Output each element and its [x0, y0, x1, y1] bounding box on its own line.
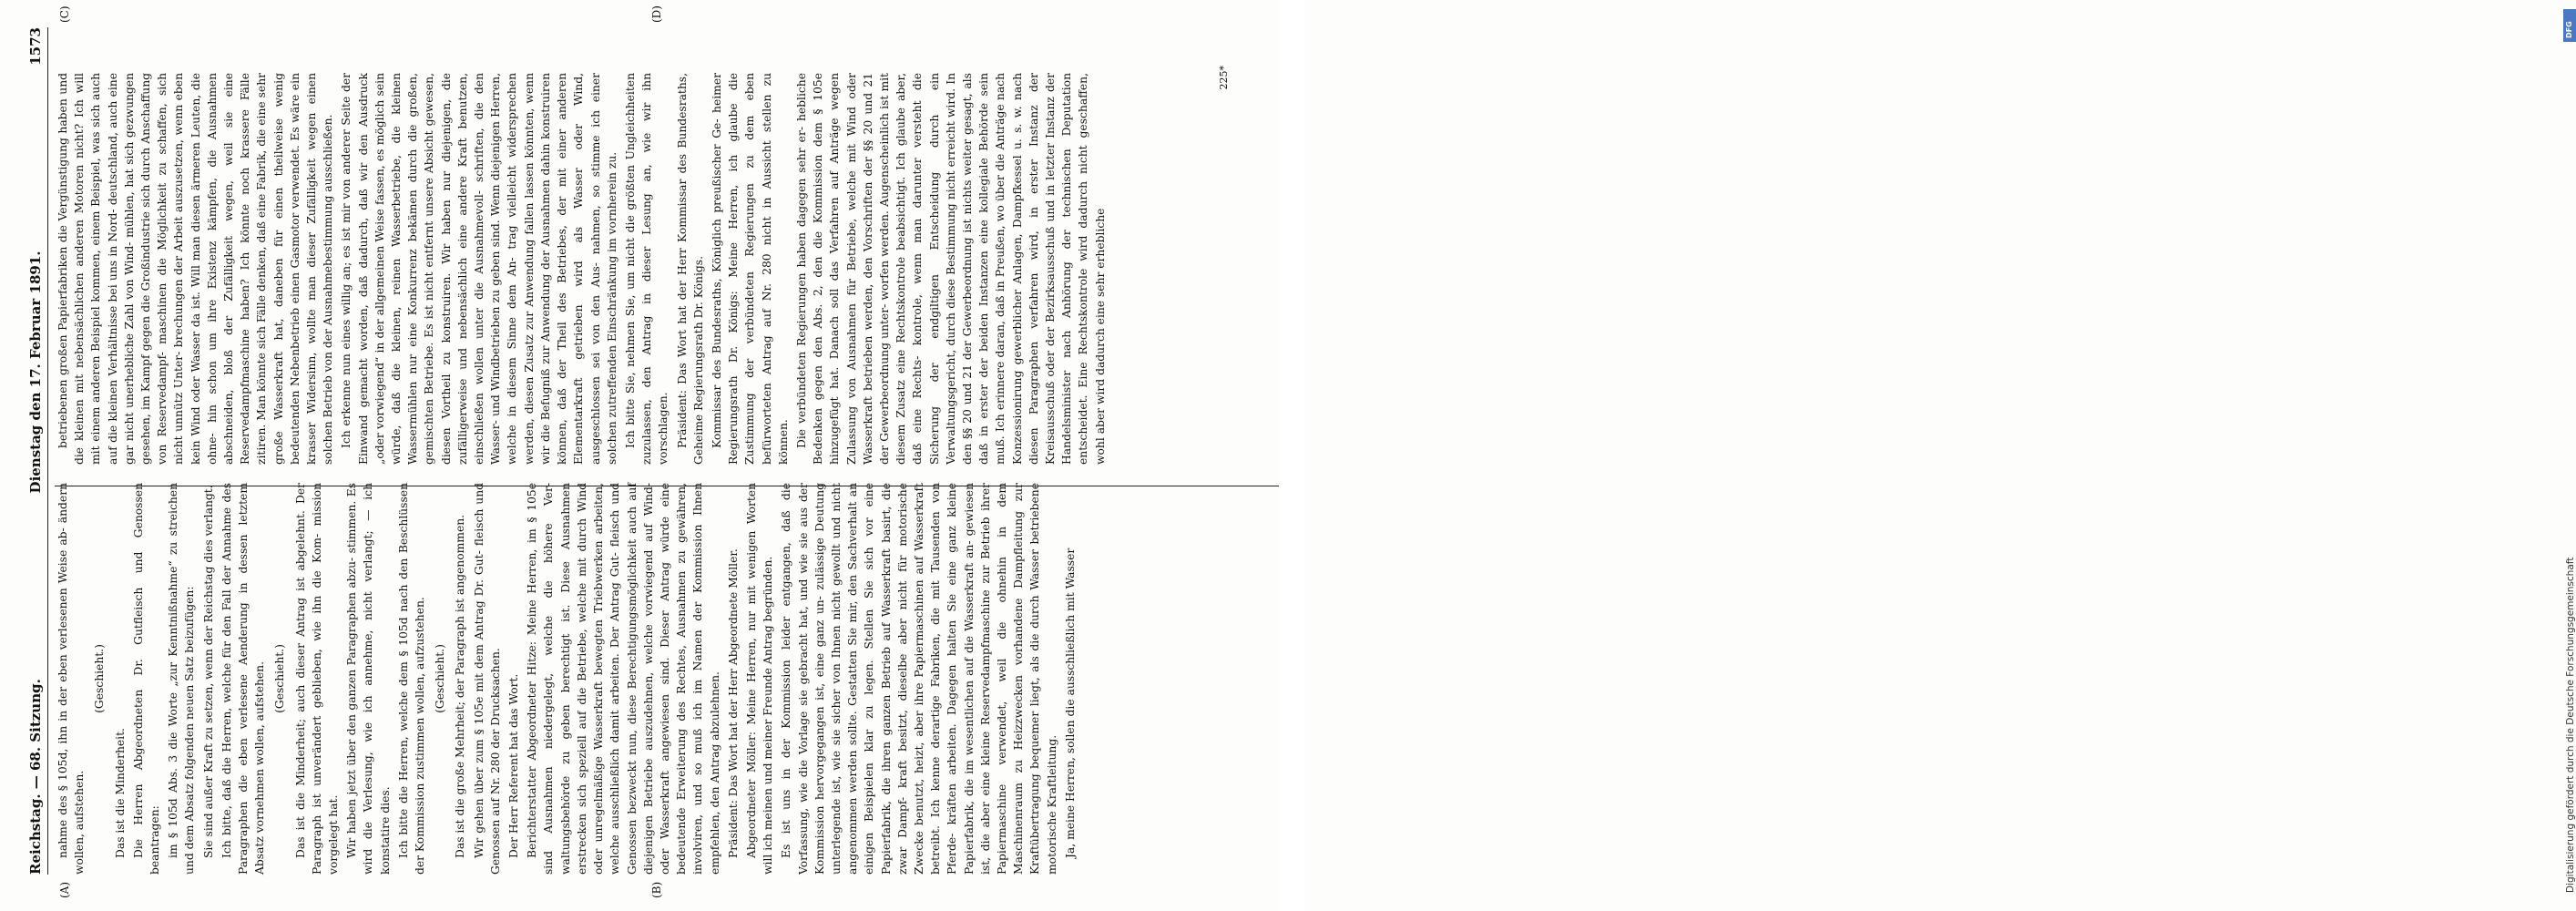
right-column-paragraph: Ich bitte Sie, nehmen Sie, um nicht die größten Ungleichheiten zuzulassen, den Antrag in dieser Lesung an, wie wir ihn vorschlagen. — [623, 73, 670, 465]
left-column-paragraph: (Geschieht.) — [273, 644, 287, 713]
left-column-paragraph: Der Herr Referent hat das Wort. — [507, 673, 521, 858]
dfg-watermark-text: Digitalisierung gefördert durch die Deutsche Forschungsgemeinschaft — [2565, 557, 2576, 893]
left-column-paragraph: Ja, meine Herren, sollen die ausschließlich mit Wasser — [1063, 548, 1077, 858]
margin-marker-d: (D) — [650, 5, 663, 23]
left-column-paragraph: Präsident: Das Wort hat der Herr Abgeordnete Möller. — [726, 548, 740, 858]
dfg-logo: DFG — [2563, 9, 2576, 42]
right-column-paragraph: Ich erkenne nun eines willig an; es ist mir von anderer Seite der Einwand gemacht worden, daß dadurch, daß wir den Ausdruck „oder vorwiegend“ in der allgemeinen Weise fassen, es möglich sein würde, daß die kleinen, reinen Wasserbetriebe, die kleinen Wassermühlen nur eine Konkurrenz bekämen durch die großen, gemischten Betriebe. Es ist nicht entfernt unsere Absicht gewesen, diesen Vortheil zu konstruiren. Wir haben nur diejenigen, die zufälligerweise und nebensächlich eine andere Kraft benutzen, einschließen wollen unter die Ausnahmevoll- schriften, die den Wasser- und Windbetrieben zu geben sind. Wenn diejenigen Herren, welche in diesem Sinne dem An- trag vielleicht widersprechen werden, diesen Zusatz zur Anwendung fallen lassen könnten, wenn wir die Befugniß zur Anwendung der Ausnahmen dahin konstruiren können, daß der Theil des Betriebes, der mit einer anderen Elementarkraft getrieben wird als Wasser oder Wind, ausgeschlossen sei von den Aus- nahmen, so stimme ich einer solchen zutreffenden Einschränkung im vornherein zu. — [340, 73, 618, 465]
right-column-paragraph: Kommissar des Bundesraths, Königlich preußischer Ge- heimer Regierungsrath Dr. Königs: Meine Herren, ich glaube die Zustimmung der verbündeten Regierungen zu dem eben befürworteten Antrag auf Nr. 280 nicht in Aussicht stellen zu können. — [710, 73, 790, 465]
left-column-paragraph: Wir haben jetzt über den ganzen Paragraphen abzu- stimmen. Es wird die Verlesung, wie ich annehme, nicht verlangt; — ich konstatire dies. — [345, 483, 392, 875]
left-column-paragraph: (Geschieht.) — [93, 644, 107, 713]
left-column-paragraph: (Geschieht.) — [434, 644, 447, 713]
left-column-paragraph: nahme des § 105d, ihn in der eben verlesenen Weise ab- ändern wollen, aufstehen. — [56, 483, 87, 875]
margin-marker-a: (A) — [58, 881, 71, 898]
left-column-paragraph: Es ist uns in der Kommission leider entgangen, daß die Vorfassung, wie die Vorlage sie gebracht hat, und wie sie aus der Kommission hervorgegangen ist, eine ganz un- zulässige Deutung unterlegende ist, wie sie sicher von Ihnen nicht gewollt und nicht angenommen werden sollte. Gestatten Sie mir, den Sachverhalt an einigen Beispielen klar zu legen. Stellen Sie sich vor eine Papierfabrik, die ihren ganzen Betrieb auf Wasserkraft basirt, die zwar Dampf- kraft besitzt, dieselbe aber nicht für motorische Zwecke benutzt, heizt, aber ihre Papiermaschinen auf Wasserkraft betreibt. Ich kenne derartige Fabriken, die mit Tausenden von Pferde- kräften arbeiten. Dagegen halten Sie eine ganz kleine Papierfabrik, die im wesentlichen auf die Wasserkraft an- gewiesen ist, die aber eine kleine Reservedampfmaschine zur Betrieb ihrer Papiermaschine verwendet, weil die ohnehin in dem Maschinenraum zu Heizzwecken vorhandene Dampfleitung zur Kraftübertragung bequemer liegt, als die durch Wasser betriebene motorische Kraftleitung. — [780, 483, 1058, 875]
left-column-paragraph: Sie sind außer Kraft zu setzen, wenn der Reichstag dies verlangt. — [201, 485, 215, 858]
left-column-paragraph: im § 105d Abs. 3 die Worte „zur Kenntnißnahme“ zu streichen und dem Absatz folgenden neuen Satz beizufügen: — [167, 483, 197, 875]
header-left: Reichstag. — 68. Sitzung. — [27, 679, 44, 875]
left-column-paragraph: Ich bitte, daß die Herren, welche für den Fall der Annahme des Paragraphen die eben verlesene Aenderung in dessen letztem Absatz vornehmen wollen, aufstehen. — [220, 483, 267, 875]
left-column-paragraph: Wir gehen über zum § 105e mit dem Antrag Dr. Gut- fleisch und Genossen auf Nr. 280 der Drucksachen. — [472, 483, 502, 875]
header-rule — [47, 27, 48, 875]
signature-mark: 225* — [1218, 66, 1230, 90]
dfg-strip — [1279, 0, 2576, 911]
left-column — [55, 483, 1080, 875]
right-column-paragraph: Präsident: Das Wort hat der Herr Kommissar des Bundesraths, Geheime Regierungsrath Dr. Königs. — [675, 73, 705, 465]
left-column-paragraph: Ich bitte die Herren, welche dem § 105d nach den Beschlüssen der Kommission zustimmen wollen, aufzustehen. — [396, 483, 427, 875]
page-number: 1573 — [27, 27, 44, 66]
left-column-paragraph: Abgeordneter Möller: Meine Herren, nur mit wenigen Worten will ich meinen und meiner Freunde Antrag begründen. — [744, 483, 775, 875]
left-column-paragraph: Das ist die große Mehrheit; der Paragraph ist angenommen. — [454, 514, 467, 858]
header-date: Dienstag den 17. Februar 1891. — [27, 251, 44, 494]
left-column-paragraph: Die Herren Abgeordneten Dr. Gutfleisch und Genossen beantragen: — [131, 483, 162, 875]
right-column — [55, 73, 1110, 465]
margin-marker-b: (B) — [650, 881, 663, 898]
right-column-paragraph: betriebenen großen Papierfabriken die Vergünstigung haben und die kleinen mit nebensächlichen anderen Motoren nicht? Ich will mit einem anderen Beispiel kommen, einem Beispiel, was sich auch auf die kleinen Verhältnisse bei uns in Nord- deutschland, auch eine gar nicht unerhebliche Zahl von Wind- mühlen, hat sich gezwungen gesehen, im Kampf gegen die Großindustrie sich durch Anschaffung von Reservedampf- maschinen die Möglichkeit zu schaffen, sich nicht unnütz Unter- brechungen der Arbeit auszusetzen, wenn eben kein Wind oder Wasser da ist. Will man diesen ärmeren Leuten, die ohne- hin schon um ihre Existenz kämpfen, die Ausnahmen abschneiden, bloß der Zufälligkeit wegen, weil sie eine Reservedampfmaschine haben? Ich könnte noch krassere Fälle zitiren. Man könnte sich Fälle denken, daß eine Fabrik, die eine sehr große Wasserkraft hat, daneben für einen theilweise wenig bedeutenden Nebenbetrieb einen Gasmotor verwendet. Es wäre ein krasser Widersinn, wollte man dieser Zufälligkeit wegen einen solchen Betrieb von der Ausnahmebestimmung ausschließen. — [56, 73, 335, 465]
right-column-paragraph: Die verbündeten Regierungen haben dagegen sehr er- hebliche Bedenken gegen den Abs. 2, den die Kommission dem § 105e hinzugefügt hat. Danach soll das Verfahren auf Anträge wegen Zulassung von Ausnahmen für Betriebe, welche mit Wind oder Wasserkraft betrieben werden, den Vorschriften der §§ 20 und 21 der Gewerbeordnung unter- worfen werden. Augenscheinlich ist mit diesem Zusatz eine Rechtskontrole beabsichtigt. Ich glaube aber, daß eine Rechts- kontrole, wenn man darunter versteht die Sicherung der endgiltigen Entscheidung durch ein Verwaltungsgericht, durch diese Bestimmung nicht erreicht wird. In den §§ 20 und 21 der Gewerbeordnung ist nichts weiter gesagt, als daß in erster der beiden Instanzen eine kollegiale Behörde sein muß. Ich erinnere daran, daß in Preußen, wo über die Anträge nach Konzessionirung gewerblicher Anlagen, Dampfkessel u. s. w. nach diesen Paragraphen verfahren wird, in erster Instanz der Kreisausschuß oder der Bezirksausschuß und in letzter Instanz der Handelsminister nach Anhörung der technischen Deputation entscheidet. Eine Rechtskontrole wird dadurch nicht geschaffen, wohl aber wird dadurch eine sehr erhebliche — [794, 73, 1107, 465]
left-column-paragraph: Berichterstatter Abgeordneter Hitze: Meine Herren, im § 105e sind Ausnahmen niedergelegt, welche die höhere Ver- waltungsbehörde zu geben berechtigt ist. Diese Ausnahmen erstrecken sich speziell auf die Betriebe, welche mit durch Wind oder unregelmäßige Wasserkraft bewegten Triebwerken arbeiten, welche ausschließlich damit arbeiten. Der Antrag Gut- fleisch und Genossen bezweckt nun, diese Berechtigungsmöglichkeit auch auf diejenigen Betriebe auszudehnen, welche vorwiegend auf Wind- oder Wasserkraft angewiesen sind. Dieser Antrag würde eine bedeutende Erweiterung des Rechtes, Ausnahmen zu gewähren, involviren, und so muß ich im Namen der Kommission Ihnen empfehlen, den Antrag abzulehnen. — [526, 483, 721, 875]
margin-marker-c: (C) — [58, 5, 71, 23]
left-column-paragraph: Das ist die Minderheit; auch dieser Antrag ist abgelehnt. Der Paragraph ist unverändert geblieben, wie ihn die Kom- mission vorgelegt hat. — [293, 483, 341, 875]
left-column-paragraph: Das ist die Minderheit. — [113, 728, 127, 858]
page-header — [26, 27, 46, 875]
